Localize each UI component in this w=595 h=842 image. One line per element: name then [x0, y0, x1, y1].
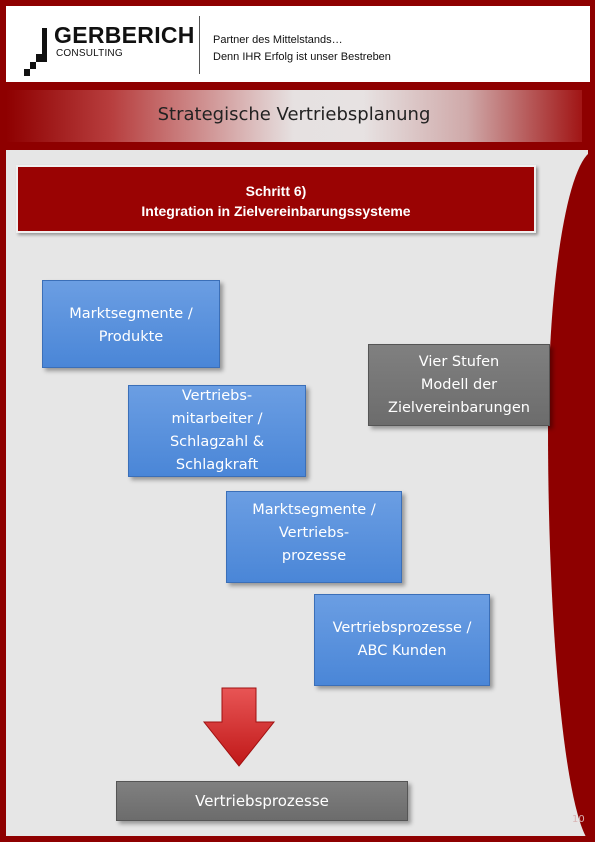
box-line: Vertriebs- [278, 525, 350, 541]
page-number: 10 [572, 814, 585, 825]
box-line: Schlagkraft [175, 457, 259, 473]
box-line: Produkte [98, 329, 164, 345]
box-marktsegmente-vertriebsprozesse [226, 491, 402, 583]
box-line: Zielvereinbarungen [388, 399, 530, 416]
box-vier-stufen-modell [368, 344, 550, 426]
title-bar [6, 90, 582, 142]
box-line: Vertriebsprozesse / [332, 620, 472, 636]
gerberich-logo-icon [20, 20, 195, 76]
box-line: Marktsegmente / [252, 502, 376, 518]
logo-title: GERBERICH [54, 22, 195, 48]
step-heading [16, 165, 536, 233]
box-label: Vertriebsprozesse [195, 791, 329, 810]
box-line: prozesse [281, 548, 347, 564]
box-line: Schlagzahl & [169, 434, 265, 450]
box-vertriebsprozesse [116, 781, 408, 821]
box-line: Vier Stufen [418, 353, 500, 370]
header [6, 6, 590, 82]
step-number: Schritt 6) [245, 183, 307, 199]
tagline-line-1: Partner des Mittelstands… [213, 34, 343, 46]
box-line: ABC Kunden [357, 643, 447, 659]
logo-subtitle: CONSULTING [56, 48, 123, 59]
step-title: Integration in Zielvereinbarungssysteme [141, 203, 411, 219]
tagline-line-2: Denn IHR Erfolg ist unser Bestreben [213, 51, 391, 63]
box-vertriebsprozesse-abc [314, 594, 490, 686]
box-line: Marktsegmente / [69, 306, 193, 322]
tagline [213, 32, 391, 66]
box-line: Modell der [420, 376, 498, 393]
header-divider [199, 16, 200, 74]
page-title: Strategische Vertriebsplanung [157, 104, 431, 125]
box-line: mitarbeiter / [171, 411, 263, 427]
box-marktsegmente-produkte [42, 280, 220, 368]
box-line: Vertriebs- [181, 388, 253, 404]
down-arrow-icon [202, 686, 276, 768]
box-vertriebsmitarbeiter [128, 385, 306, 477]
